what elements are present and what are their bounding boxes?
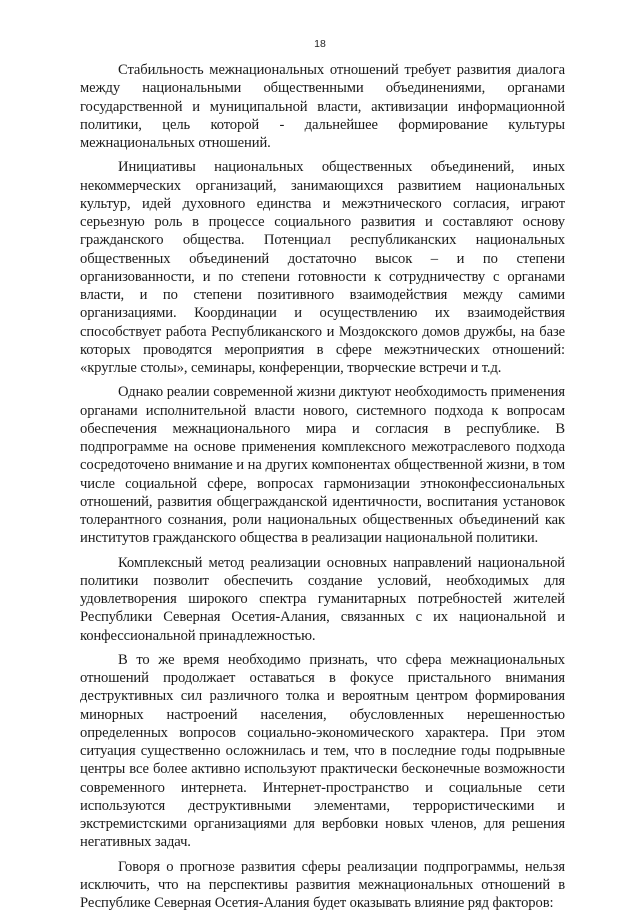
paragraph-public-associations: Инициативы национальных общественных объединений, иных некоммерческих организаций, занимающихся развитием национальных культур, идей духовного единства и межэтнического согласия, играют серьезную роль в процессе социального развития и составляют основу гражданского общества. Потенциал республиканских национальных общественных объединений достаточно высок – и по степени организованности, и по степени готовности к сотрудничеству с органами власти, и по степени позитивного взаимодействия между самими организациями. Координации и осуществлению их взаимодействия способствует работа Республиканского и Моздокского домов дружбы, на базе которых проводятся мероприятия в сфере межэтнических отношений: «круглые столы», семинары, конференции, творческие встречи и т.д.: [80, 159, 565, 376]
paragraph-destructive-forces: В то же время необходимо признать, что сфера межнациональных отношений продолжает оставаться в фокусе пристального внимания деструктивных сил различного толка и вероятным центром формирования минорных настроений населения, обусловленных нерешенностью определенных вопросов социально-экономического характера. При этом ситуация существенно осложнилась и тем, что в последние годы подрывные центры все более активно используют практически бесконечные возможности современного интернета. Интернет-пространство и социальные сети используются деструктивными элементами, террористическими и экстремистскими организациями для вербовки новых членов, для решения негативных задач.: [80, 651, 565, 851]
document-body: [80, 61, 565, 918]
paragraph-systemic-approach: Однако реалии современной жизни диктуют необходимость применения органами исполнительной власти нового, системного подхода к вопросам обеспечения межнационального мира и согласия в республике. В подпрограмме на основе применения комплексного межотраслевого подхода сосредоточено внимание и на других компонентах общественной жизни, в том числе социальной сфере, вопросах гармонизации этноконфессиональных отношений, развития общегражданской идентичности, воспитания установок толерантного сознания, роли национальных общественных объединений как институтов гражданского общества в реализации национальной политики.: [80, 384, 565, 547]
paragraph-complex-method: Комплексный метод реализации основных направлений национальной политики позволит обеспечить создание условий, необходимых для удовлетворения широкого спектра гуманитарных потребностей жителей Республики Северная Осетия-Алания, связанных с их национальной и конфессиональной принадлежностью.: [80, 554, 565, 644]
paragraph-forecast: Говоря о прогнозе развития сферы реализации подпрограммы, нельзя исключить, что на перспективы развития межнациональных отношений в Республике Северная Осетия-Алания будет оказывать влияние ряд факторов:: [80, 858, 565, 911]
paragraph-dialogue-stability: Стабильность межнациональных отношений требует развития диалога между национальными общественными объединениями, органами государственной и муниципальной власти, активизации информационной политики, цель которой - дальнейшее формирование культуры межнациональных отношений.: [80, 62, 565, 151]
page-number: 18: [314, 38, 326, 50]
